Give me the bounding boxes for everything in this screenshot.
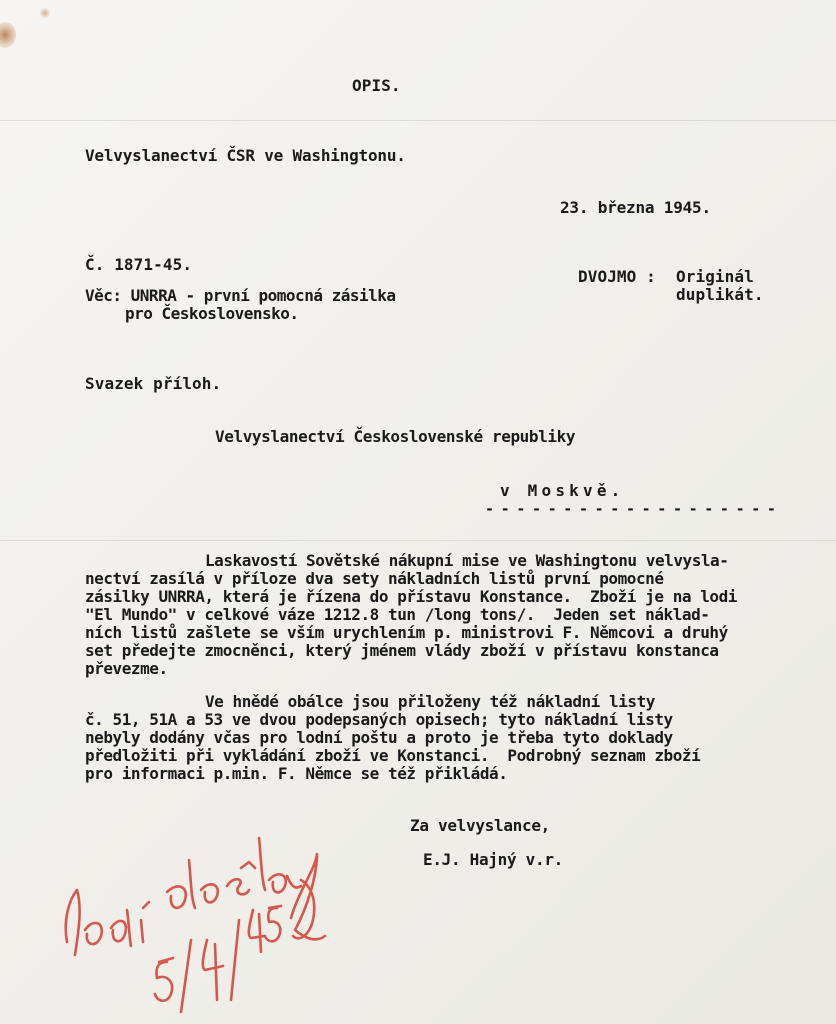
paragraph-2-line: č. 51, 51A a 53 ve dvou podepsaných opisech; tyto nákladní listy [85, 710, 673, 729]
subject-line-1: Věc: UNRRA - první pomocná zásilka [85, 286, 396, 305]
copies-label: DVOJMO : [578, 267, 656, 286]
copies-duplicate: duplikát. [676, 285, 764, 304]
rust-stain-small [40, 8, 50, 18]
paragraph-2-line: nebyly dodány včas pro lodní poštu a proto je třeba tyto doklady [85, 728, 673, 747]
recipient-underline: - - - - - - - - - - - - - - - - - - - [485, 500, 775, 518]
paragraph-2-line: Ve hnědé obálce jsou přiloženy též nákladní listy [205, 692, 655, 711]
sender-line: Velvyslanectví ČSR ve Washingtonu. [85, 146, 406, 165]
paper-crease [0, 120, 836, 121]
recipient-line-2: v Moskvě. [500, 481, 625, 500]
paragraph-1-line: set předejte zmocněnci, který jménem vlády zboží v přístavu konstanca [85, 641, 719, 660]
paragraph-1-line: "El Mundo" v celkové váze 1212.8 tun /long tons/. Jeden set náklad- [85, 605, 710, 624]
paragraph-2-line: pro informaci p.min. F. Němce se též přikládá. [85, 764, 508, 783]
copies-original: Originál [676, 267, 754, 286]
document-heading: OPIS. [352, 76, 401, 95]
recipient-line-1: Velvyslanectví Československé republiky [215, 427, 576, 446]
signature-line: E.J. Hajný v.r. [423, 850, 563, 869]
paragraph-1-line: ních listů zašlete se vším urychlením p. ministrovi F. Němcovi a druhý [85, 623, 728, 642]
paragraph-1-line: převezme. [85, 659, 168, 678]
paragraph-1-line: Laskavostí Sovětské nákupní mise ve Washingtonu velvysla- [205, 551, 729, 570]
paragraph-2-line: předložiti při vykládání zboží ve Konstanci. Podrobný seznam zboží [85, 746, 701, 765]
document-date: 23. března 1945. [560, 198, 711, 217]
paper-crease [0, 540, 836, 541]
reference-number: Č. 1871-45. [85, 255, 193, 274]
paragraph-1-line: zásilky UNRRA, která je řízena do přístavu Konstance. Zboží je na lodi [85, 587, 737, 606]
subject-line-2: pro Československo. [125, 304, 299, 323]
rust-stain [0, 22, 16, 48]
paragraph-1-line: nectví zasílá v příloze dva sety nákladních listů první pomocné [85, 569, 664, 588]
enclosures-line: Svazek příloh. [85, 374, 222, 393]
handwritten-annotation [55, 790, 345, 1020]
closing-line: Za velvyslance, [410, 816, 550, 835]
